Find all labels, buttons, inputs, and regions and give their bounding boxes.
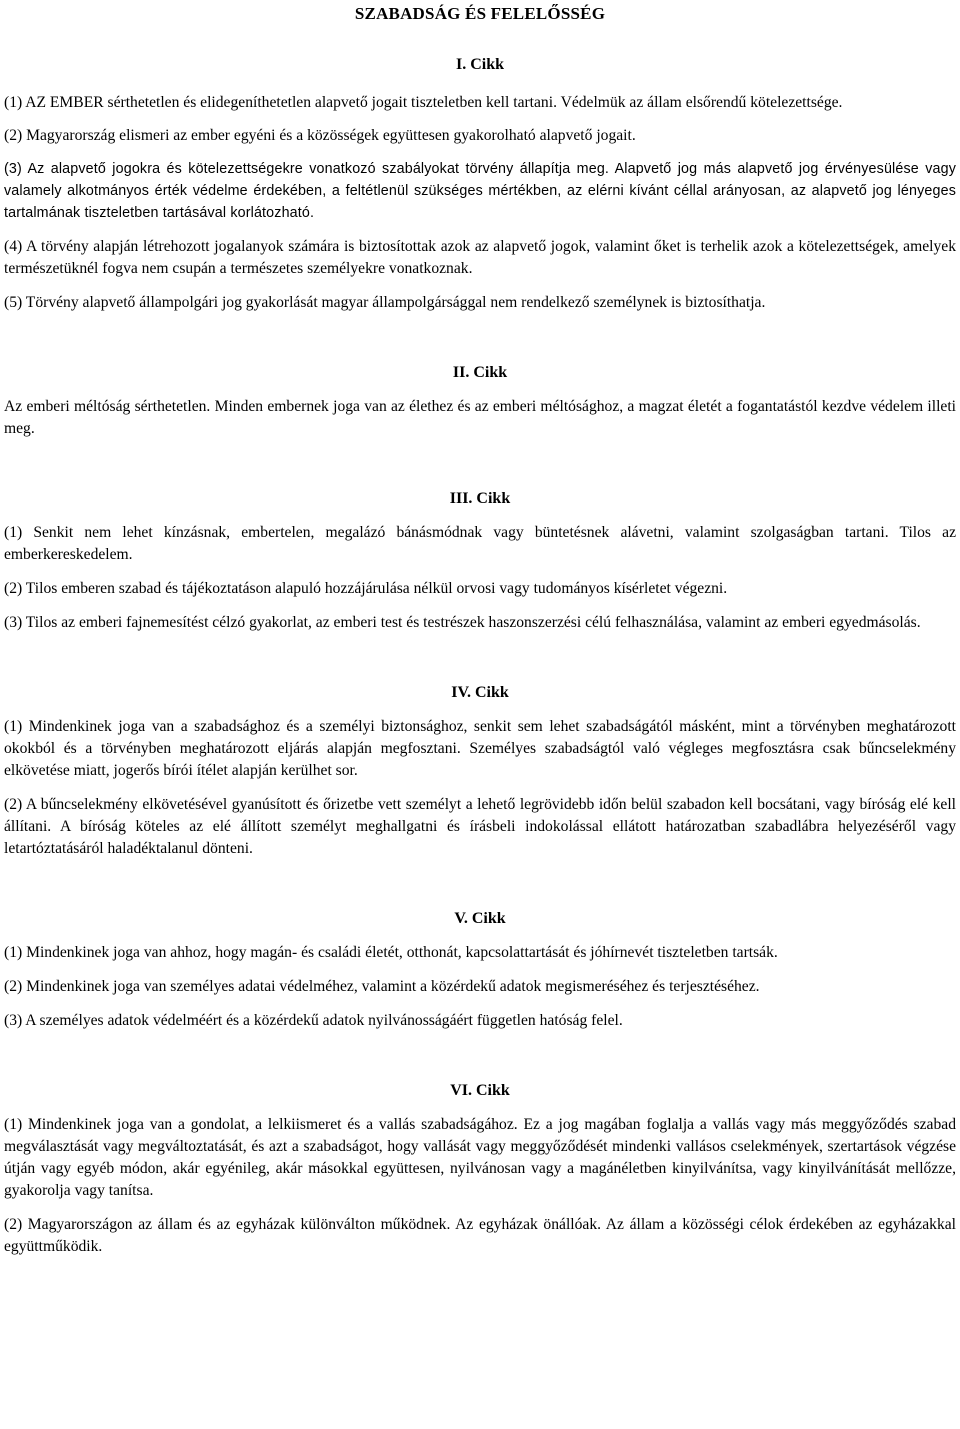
article-6-heading: VI. Cikk [450, 1082, 510, 1099]
article-4-heading: IV. Cikk [451, 684, 509, 701]
article-4-paragraph-1: (1) Mindenkinek joga van a szabadsághoz és a személyi biztonsághoz, senkit sem lehet szabadságától másként, mint a törvényben meghatározott okokból és a törvényben meghatározott eljárás alapján megfosztani. Személyes szabadságtól való végleges megfosztásra csak bűncselekmény elkövetése miatt, jogerős bírói ítélet alapján kerülhet sor. [4, 718, 956, 779]
article-3-paragraph-3: (3) Tilos az emberi fajnemesítést célzó gyakorlat, az emberi test és testrészek haszonszerzési célú felhasználása, valamint az emberi egyedmásolás. [4, 614, 921, 631]
article-5-paragraph-2: (2) Mindenkinek joga van személyes adatai védelméhez, valamint a közérdekű adatok megismeréséhez és terjesztéséhez. [4, 978, 760, 995]
article-6-paragraph-1: (1) Mindenkinek joga van a gondolat, a lelkiismeret és a vallás szabadságához. Ez a jog magában foglalja a vallás vagy más meggyőződés szabad megválasztását vagy megváltoztatását, és azt a szabadságot, hogy vallását vagy meggyőződését mindenki vallásos cselekmények, szertartások végzése útján vagy egyéb módon, akár egyénileg, akár másokkal együttesen, nyilvánosan vagy a magánéletben kinyilvánítsa, vagy kinyilvánítását mellőzze, gyakorolja vagy tanítsa. [4, 1116, 956, 1199]
article-4-paragraph-2: (2) A bűncselekmény elkövetésével gyanúsított és őrizetbe vett személyt a lehető legrövidebb időn belül szabadon kell bocsátani, vagy bíróság elé kell állítani. A bíróság köteles az elé állított személyt meghallgatni és írásbeli indokolással ellátott határozatban szabadlábra helyezéséről vagy letartóztatásáról haladéktalanul dönteni. [4, 796, 956, 857]
article-4 [4, 682, 956, 860]
article-2-heading: II. Cikk [452, 364, 508, 381]
article-1-paragraph-4: (4) A törvény alapján létrehozott jogalanyok számára is biztosítottak azok az alapvető jogok, valamint őket is terhelik azok a kötelezettségek, amelyek természetüknél fogva nem csupán a természetes személyekre vonatkoznak. [4, 238, 956, 277]
article-2-paragraph-1: Az emberi méltóság sérthetetlen. Minden embernek joga van az élethez és az emberi méltósághoz, a magzat életét a fogantatástól kezdve védelem illeti meg. [4, 398, 956, 437]
article-3-heading: III. Cikk [449, 490, 511, 507]
article-5-paragraph-3: (3) A személyes adatok védelméért és a közérdekű adatok nyilvánosságáért független hatóság felel. [4, 1012, 623, 1029]
article-1-paragraph-5: (5) Törvény alapvető állampolgári jog gyakorlását magyar állampolgársággal nem rendelkező személynek is biztosíthatja. [4, 294, 766, 311]
article-6 [4, 1080, 956, 1258]
article-3-paragraph-1: (1) Senkit nem lehet kínzásnak, embertelen, megalázó bánásmódnak vagy büntetésnek alávetni, valamint szolgaságban tartani. Tilos az emberkereskedelem. [4, 524, 956, 563]
article-1-paragraph-3: (3) Az alapvető jogokra és kötelezettségekre vonatkozó szabályokat törvény állapítja meg. Alapvető jog más alapvető jog érvényesülése vagy valamely alkotmányos érték védelme érdekében, a feltétlenül szükséges mértékben, az elérni kívánt céllal arányosan, az alapvető jog lényeges tartalmának tiszteletben tartásával korlátozható. [4, 161, 956, 221]
article-3-paragraph-2: (2) Tilos emberen szabad és tájékoztatáson alapuló hozzájárulása nélkül orvosi vagy tudományos kísérletet végezni. [4, 580, 728, 597]
article-6-paragraph-2: (2) Magyarországon az állam és az egyházak különválton működnek. Az egyházak önállóak. Az állam a közösségi célok érdekében az egyházakkal együttműködik. [4, 1216, 956, 1255]
article-2 [4, 362, 956, 440]
article-1-paragraph-2: (2) Magyarország elismeri az ember egyéni és a közösségek együttesen gyakorolható alapvető jogait. [4, 127, 636, 144]
article-5-heading: V. Cikk [454, 910, 506, 927]
article-3 [4, 488, 956, 634]
article-1-heading: I. Cikk [455, 56, 505, 73]
article-5-paragraph-1: (1) Mindenkinek joga van ahhoz, hogy magán- és családi életét, otthonát, kapcsolattartását és jóhírnevét tiszteletben tartsák. [4, 944, 778, 961]
article-1 [4, 54, 956, 314]
article-1-paragraph-1: (1) AZ EMBER sérthetetlen és elidegeníthetetlen alapvető jogait tiszteletben kell tartani. Védelmük az állam elsőrendű kötelezettsége. [4, 94, 843, 111]
document-title: SZABADSÁG ÉS FELELŐSSÉG [354, 4, 606, 23]
article-5 [4, 908, 956, 1032]
